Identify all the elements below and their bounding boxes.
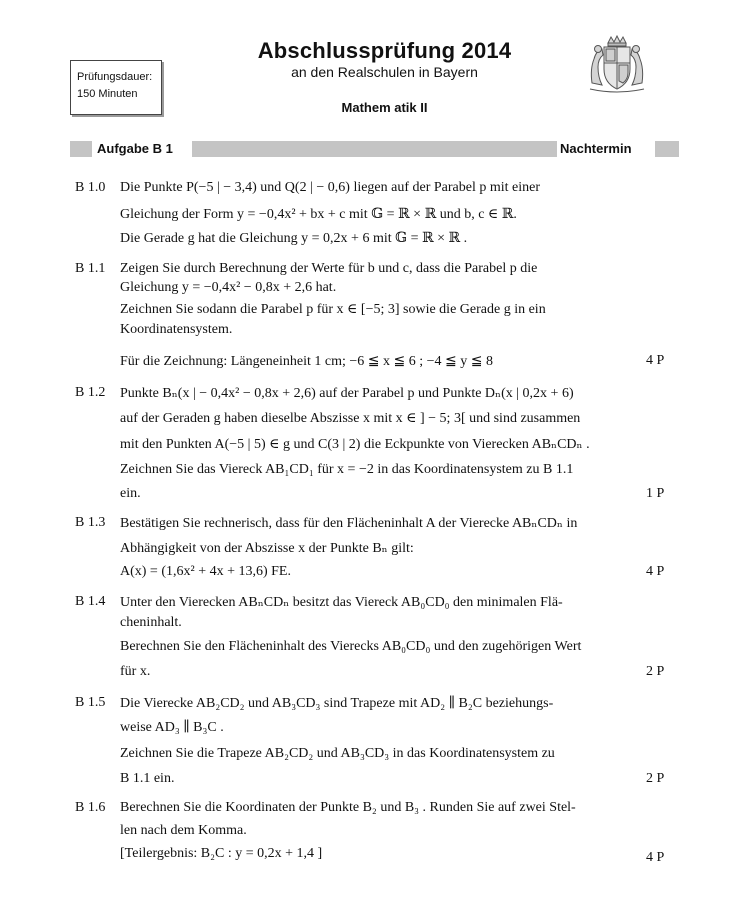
task-line: mit den Punkten A(−5 | 5) ∈ g und C(3 | 2) die Eckpunkte von Vierecken ABₙCDₙ . [120,437,590,452]
exam-subtitle: an den Realschulen in Bayern [291,64,478,80]
task-line: Zeichnen Sie sodann die Parabel p für x ∈ [−5; 3] sowie die Gerade g in ein [120,302,546,317]
task-label: B 1.5 [75,695,106,710]
duration-label: Prüfungsdauer: [77,71,153,83]
task-label: B 1.6 [75,800,106,815]
task-line: ein. [120,486,141,501]
task-line: Berechnen Sie die Koordinaten der Punkte B₂ und B₃ . Runden Sie auf zwei Stel- [120,800,576,815]
term-label: Nachtermin [560,141,632,156]
task-label: B 1.3 [75,515,106,530]
task-line: Berechnen Sie den Flächeninhalt des Vierecks AB₀CD₀ und den zugehörigen Wert [120,639,582,654]
task-line: Abhängigkeit von der Abszisse x der Punkte Bₙ gilt: [120,541,414,556]
task-line: Koordinatensystem. [120,322,233,337]
task-line: Zeigen Sie durch Berechnung der Werte für b und c, dass die Parabel p die [120,261,538,276]
task-line: für x. [120,664,151,679]
duration-box [70,60,162,115]
exam-subject: Mathem atik II [341,100,428,115]
task-label: B 1.2 [75,385,106,400]
task-points: 2 P [646,771,665,786]
task-line: len nach dem Komma. [120,823,247,838]
task-line: Die Punkte P(−5 | − 3,4) und Q(2 | − 0,6) liegen auf der Parabel p mit einer [120,180,541,195]
bar-segment [192,141,557,157]
task-line: A(x) = (1,6x² + 4x + 13,6) FE. [120,564,291,579]
task-points: 2 P [646,664,665,679]
task-line: Bestätigen Sie rechnerisch, dass für den Flächeninhalt A der Vierecke ABₙCDₙ in [120,516,578,531]
task-header-bar [70,141,679,157]
task-line: auf der Geraden g haben dieselbe Abszisse x mit x ∈ ] − 5; 3[ und sind zusammen [120,411,581,426]
task-line: Zeichnen Sie das Viereck AB₁CD₁ für x = −2 in das Koordinatensystem zu B 1.1 [120,462,574,477]
task-line: Für die Zeichnung: Längeneinheit 1 cm; −6 ≦ x ≦ 6 ; −4 ≦ y ≦ 8 [120,354,493,369]
task-label: B 1.4 [75,594,106,609]
duration-value: 150 Minuten [77,88,138,100]
task-points: 4 P [646,564,665,579]
task-label: B 1.0 [75,180,106,195]
task-label: B 1.1 [75,261,106,276]
task-line: B 1.1 ein. [120,771,175,786]
task-line: Die Gerade g hat die Gleichung y = 0,2x + 6 mit 𝔾 = ℝ × ℝ . [120,231,468,246]
task-line: Unter den Vierecken ABₙCDₙ besitzt das Viereck AB₀CD₀ den minimalen Flä- [120,595,563,610]
exam-title: Abschlussprüfung 2014 [257,38,512,63]
task-title: Aufgabe B 1 [97,141,173,156]
bavarian-coat-of-arms-icon [584,33,650,95]
task-points: 1 P [646,486,665,501]
task-line: Gleichung y = −0,4x² − 0,8x + 2,6 hat. [120,280,337,295]
bar-segment [655,141,679,157]
task-line: cheninhalt. [120,615,182,630]
bar-segment [70,141,92,157]
task-line: [Teilergebnis: B₂C : y = 0,2x + 1,4 ] [120,846,323,861]
task-points: 4 P [646,353,665,368]
task-points: 4 P [646,850,665,865]
task-line: Punkte Bₙ(x | − 0,4x² − 0,8x + 2,6) auf der Parabel p und Punkte Dₙ(x | 0,2x + 6) [120,386,574,401]
task-line: Die Vierecke AB₂CD₂ und AB₃CD₃ sind Trapeze mit AD₂ ∥ B₂C beziehungs- [120,696,554,711]
task-line: Gleichung der Form y = −0,4x² + bx + c mit 𝔾 = ℝ × ℝ und b, c ∈ ℝ. [120,207,517,222]
task-line: weise AD₃ ∥ B₃C . [120,720,224,735]
task-line: Zeichnen Sie die Trapeze AB₂CD₂ und AB₃CD₃ in das Koordinatensystem zu [120,746,555,761]
